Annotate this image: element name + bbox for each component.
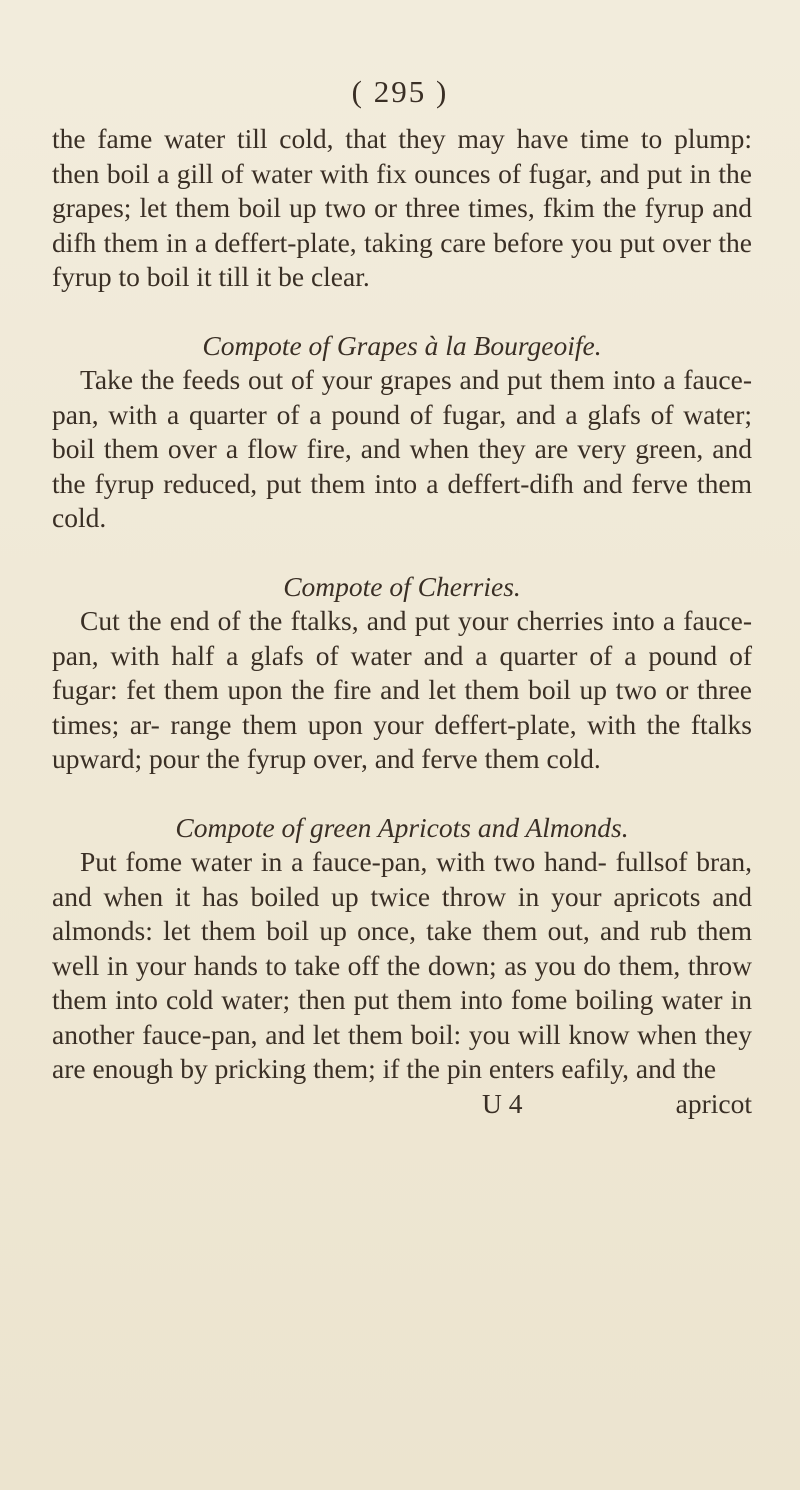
signature-mark: U 4: [482, 1087, 523, 1119]
catchword: apricot: [675, 1087, 752, 1119]
heading-compote-apricots: Compote of green Apricots and Almonds.: [175, 811, 629, 843]
heading-compote-cherries: Compote of Cherries.: [283, 570, 521, 602]
paragraph-compote-apricots: Put fome water in a fauce-pan, with two hand- fullsof bran, and when it has boiled up twice throw in your apricots and almonds: let them boil up once, take them out, and rub them well in your hands to take off the down; as you do them, throw them into cold water; then put them into fome boiling water in another fauce-pan, and let them boil: you will know when they are enough by pricking them; if the pin enters eafily, and the: [52, 846, 752, 1084]
heading-compote-grapes: Compote of Grapes à la Bourgeoife.: [202, 329, 602, 361]
section-gap: [52, 777, 752, 811]
section-gap: [52, 536, 752, 570]
paragraph-continued: the fame water till cold, that they may have time to plump: then boil a gill of water with fix ounces of fugar, and put in the grapes; let them boil up two or three times, fkim the fyrup and difh them in a deffert-plate, taking care before you put over the fyrup to boil it till it be clear.: [52, 123, 752, 292]
paragraph-compote-cherries: Cut the end of the ftalks, and put your cherries into a fauce-pan, with half a glafs of water and a quarter of a pound of fugar: fet them upon the fire and let them boil up two or three times; ar- range them upon your deffert-plate, with the ftalks upward; pour the fyrup over, and ferve them cold.: [52, 605, 752, 774]
page-body: [52, 122, 752, 1121]
page-number: ( 295 ): [351, 74, 449, 109]
section-gap: [52, 295, 752, 329]
footer-line: [52, 1087, 752, 1122]
paragraph-compote-grapes: Take the feeds out of your grapes and put them into a fauce-pan, with a quarter of a pound of fugar, and a glafs of water; boil them over a flow fire, and when they are very green, and the fyrup reduced, put them into a deffert-difh and ferve them cold.: [52, 364, 752, 533]
